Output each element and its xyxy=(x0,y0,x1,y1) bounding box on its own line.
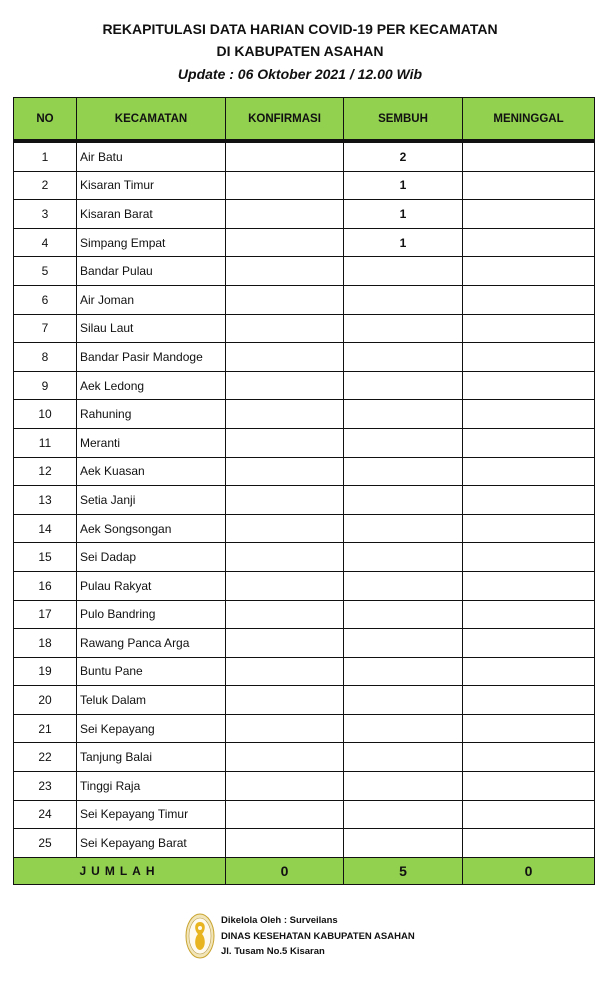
cell-no: 6 xyxy=(14,285,77,314)
total-sembuh: 5 xyxy=(344,857,463,884)
table-row xyxy=(14,829,595,858)
cell-konfirmasi xyxy=(226,428,344,457)
cell-meninggal xyxy=(463,514,595,543)
table-row xyxy=(14,600,595,629)
column-header-meninggal: MENINGGAL xyxy=(463,98,595,142)
table-row xyxy=(14,141,595,171)
cell-kecamatan: Pulau Rakyat xyxy=(77,571,226,600)
cell-no: 25 xyxy=(14,829,77,858)
cell-no: 12 xyxy=(14,457,77,486)
cell-kecamatan: Tanjung Balai xyxy=(77,743,226,772)
cell-meninggal xyxy=(463,371,595,400)
cell-kecamatan: Teluk Dalam xyxy=(77,686,226,715)
cell-sembuh xyxy=(344,686,463,715)
table-row xyxy=(14,200,595,229)
cell-no: 7 xyxy=(14,314,77,343)
cell-meninggal xyxy=(463,428,595,457)
total-meninggal: 0 xyxy=(463,857,595,884)
table-row xyxy=(14,543,595,572)
cell-meninggal xyxy=(463,343,595,372)
cell-konfirmasi xyxy=(226,829,344,858)
cell-meninggal xyxy=(463,600,595,629)
total-row xyxy=(14,857,595,884)
cell-konfirmasi xyxy=(226,314,344,343)
cell-konfirmasi xyxy=(226,257,344,286)
column-header-sembuh: SEMBUH xyxy=(344,98,463,142)
cell-meninggal xyxy=(463,285,595,314)
cell-meninggal xyxy=(463,772,595,801)
cell-konfirmasi xyxy=(226,800,344,829)
total-label: JUMLAH xyxy=(14,857,226,884)
cell-kecamatan: Aek Ledong xyxy=(77,371,226,400)
cell-kecamatan: Silau Laut xyxy=(77,314,226,343)
cell-meninggal xyxy=(463,486,595,515)
cell-sembuh xyxy=(344,571,463,600)
table-row xyxy=(14,371,595,400)
cell-kecamatan: Rahuning xyxy=(77,400,226,429)
surveilans-logo-icon xyxy=(185,913,215,959)
cell-meninggal xyxy=(463,200,595,229)
cell-kecamatan: Aek Kuasan xyxy=(77,457,226,486)
cell-konfirmasi xyxy=(226,371,344,400)
cell-sembuh xyxy=(344,371,463,400)
cell-konfirmasi xyxy=(226,141,344,171)
cell-no: 1 xyxy=(14,141,77,171)
cell-sembuh xyxy=(344,543,463,572)
cell-meninggal xyxy=(463,141,595,171)
table-row xyxy=(14,457,595,486)
cell-no: 17 xyxy=(14,600,77,629)
cell-meninggal xyxy=(463,314,595,343)
table-header-row xyxy=(14,98,595,142)
report-title: REKAPITULASI DATA HARIAN COVID-19 PER KECAMATAN xyxy=(102,21,498,37)
table-row xyxy=(14,686,595,715)
cell-no: 23 xyxy=(14,772,77,801)
cell-meninggal xyxy=(463,800,595,829)
cell-konfirmasi xyxy=(226,486,344,515)
cell-meninggal xyxy=(463,400,595,429)
cell-no: 9 xyxy=(14,371,77,400)
update-timestamp: Update : 06 Oktober 2021 / 12.00 Wib xyxy=(177,66,423,82)
cell-kecamatan: Air Batu xyxy=(77,141,226,171)
cell-no: 21 xyxy=(14,714,77,743)
cell-meninggal xyxy=(463,257,595,286)
cell-sembuh xyxy=(344,514,463,543)
total-konfirmasi: 0 xyxy=(226,857,344,884)
cell-kecamatan: Sei Kepayang Timur xyxy=(77,800,226,829)
table-row xyxy=(14,428,595,457)
cell-kecamatan: Sei Kepayang Barat xyxy=(77,829,226,858)
table-row xyxy=(14,714,595,743)
cell-konfirmasi xyxy=(226,657,344,686)
cell-no: 2 xyxy=(14,171,77,200)
cell-no: 10 xyxy=(14,400,77,429)
table-row xyxy=(14,657,595,686)
table-row xyxy=(14,800,595,829)
table-row xyxy=(14,257,595,286)
cell-sembuh xyxy=(344,343,463,372)
cell-no: 5 xyxy=(14,257,77,286)
table-row xyxy=(14,343,595,372)
cell-kecamatan: Tinggi Raja xyxy=(77,772,226,801)
cell-no: 14 xyxy=(14,514,77,543)
cell-konfirmasi xyxy=(226,600,344,629)
cell-kecamatan: Sei Dadap xyxy=(77,543,226,572)
cell-no: 3 xyxy=(14,200,77,229)
cell-sembuh xyxy=(344,829,463,858)
covid-recap-table xyxy=(13,97,595,885)
cell-sembuh: 1 xyxy=(344,171,463,200)
cell-sembuh xyxy=(344,257,463,286)
table-row xyxy=(14,171,595,200)
cell-sembuh xyxy=(344,714,463,743)
cell-konfirmasi xyxy=(226,171,344,200)
cell-no: 18 xyxy=(14,629,77,658)
cell-konfirmasi xyxy=(226,200,344,229)
cell-no: 11 xyxy=(14,428,77,457)
agency-name: DINAS KESEHATAN KABUPATEN ASAHAN xyxy=(221,930,415,942)
table-row xyxy=(14,571,595,600)
agency-address: Jl. Tusam No.5 Kisaran xyxy=(221,946,325,957)
table-row xyxy=(14,514,595,543)
cell-kecamatan: Sei Kepayang xyxy=(77,714,226,743)
cell-kecamatan: Meranti xyxy=(77,428,226,457)
cell-no: 20 xyxy=(14,686,77,715)
cell-meninggal xyxy=(463,657,595,686)
cell-konfirmasi xyxy=(226,228,344,257)
cell-sembuh: 1 xyxy=(344,200,463,229)
cell-kecamatan: Setia Janji xyxy=(77,486,226,515)
cell-meninggal xyxy=(463,457,595,486)
cell-sembuh: 2 xyxy=(344,141,463,171)
cell-no: 15 xyxy=(14,543,77,572)
cell-konfirmasi xyxy=(226,714,344,743)
cell-konfirmasi xyxy=(226,343,344,372)
table-row xyxy=(14,285,595,314)
cell-sembuh xyxy=(344,428,463,457)
table-row xyxy=(14,629,595,658)
cell-konfirmasi xyxy=(226,686,344,715)
cell-sembuh xyxy=(344,285,463,314)
cell-meninggal xyxy=(463,714,595,743)
cell-konfirmasi xyxy=(226,514,344,543)
cell-sembuh xyxy=(344,600,463,629)
cell-kecamatan: Bandar Pasir Mandoge xyxy=(77,343,226,372)
cell-no: 4 xyxy=(14,228,77,257)
cell-meninggal xyxy=(463,629,595,658)
cell-kecamatan: Kisaran Barat xyxy=(77,200,226,229)
footer xyxy=(185,913,415,963)
cell-no: 16 xyxy=(14,571,77,600)
table-row xyxy=(14,772,595,801)
cell-sembuh xyxy=(344,743,463,772)
cell-konfirmasi xyxy=(226,629,344,658)
cell-kecamatan: Air Joman xyxy=(77,285,226,314)
cell-sembuh: 1 xyxy=(344,228,463,257)
cell-kecamatan: Kisaran Timur xyxy=(77,171,226,200)
cell-meninggal xyxy=(463,228,595,257)
cell-konfirmasi xyxy=(226,743,344,772)
table-row xyxy=(14,314,595,343)
cell-sembuh xyxy=(344,772,463,801)
cell-meninggal xyxy=(463,171,595,200)
table-row xyxy=(14,743,595,772)
cell-no: 24 xyxy=(14,800,77,829)
cell-konfirmasi xyxy=(226,571,344,600)
column-header-konfirmasi: KONFIRMASI xyxy=(226,98,344,142)
cell-no: 22 xyxy=(14,743,77,772)
cell-kecamatan: Aek Songsongan xyxy=(77,514,226,543)
footer-text xyxy=(221,913,415,960)
cell-konfirmasi xyxy=(226,457,344,486)
cell-kecamatan: Rawang Panca Arga xyxy=(77,629,226,658)
cell-sembuh xyxy=(344,314,463,343)
cell-kecamatan: Pulo Bandring xyxy=(77,600,226,629)
report-subtitle: DI KABUPATEN ASAHAN xyxy=(216,43,384,59)
table-row xyxy=(14,228,595,257)
cell-no: 8 xyxy=(14,343,77,372)
column-header-kecamatan: KECAMATAN xyxy=(77,98,226,142)
cell-sembuh xyxy=(344,629,463,658)
cell-no: 13 xyxy=(14,486,77,515)
cell-meninggal xyxy=(463,743,595,772)
cell-sembuh xyxy=(344,486,463,515)
cell-meninggal xyxy=(463,543,595,572)
cell-konfirmasi xyxy=(226,285,344,314)
cell-sembuh xyxy=(344,800,463,829)
table-row xyxy=(14,400,595,429)
cell-konfirmasi xyxy=(226,543,344,572)
table-row xyxy=(14,486,595,515)
cell-sembuh xyxy=(344,400,463,429)
cell-konfirmasi xyxy=(226,400,344,429)
cell-kecamatan: Buntu Pane xyxy=(77,657,226,686)
cell-sembuh xyxy=(344,457,463,486)
column-header-no: NO xyxy=(14,98,77,142)
cell-kecamatan: Simpang Empat xyxy=(77,228,226,257)
cell-konfirmasi xyxy=(226,772,344,801)
cell-kecamatan: Bandar Pulau xyxy=(77,257,226,286)
managed-by: Dikelola Oleh : Surveilans xyxy=(221,915,338,926)
cell-meninggal xyxy=(463,571,595,600)
cell-meninggal xyxy=(463,829,595,858)
cell-meninggal xyxy=(463,686,595,715)
cell-no: 19 xyxy=(14,657,77,686)
cell-sembuh xyxy=(344,657,463,686)
